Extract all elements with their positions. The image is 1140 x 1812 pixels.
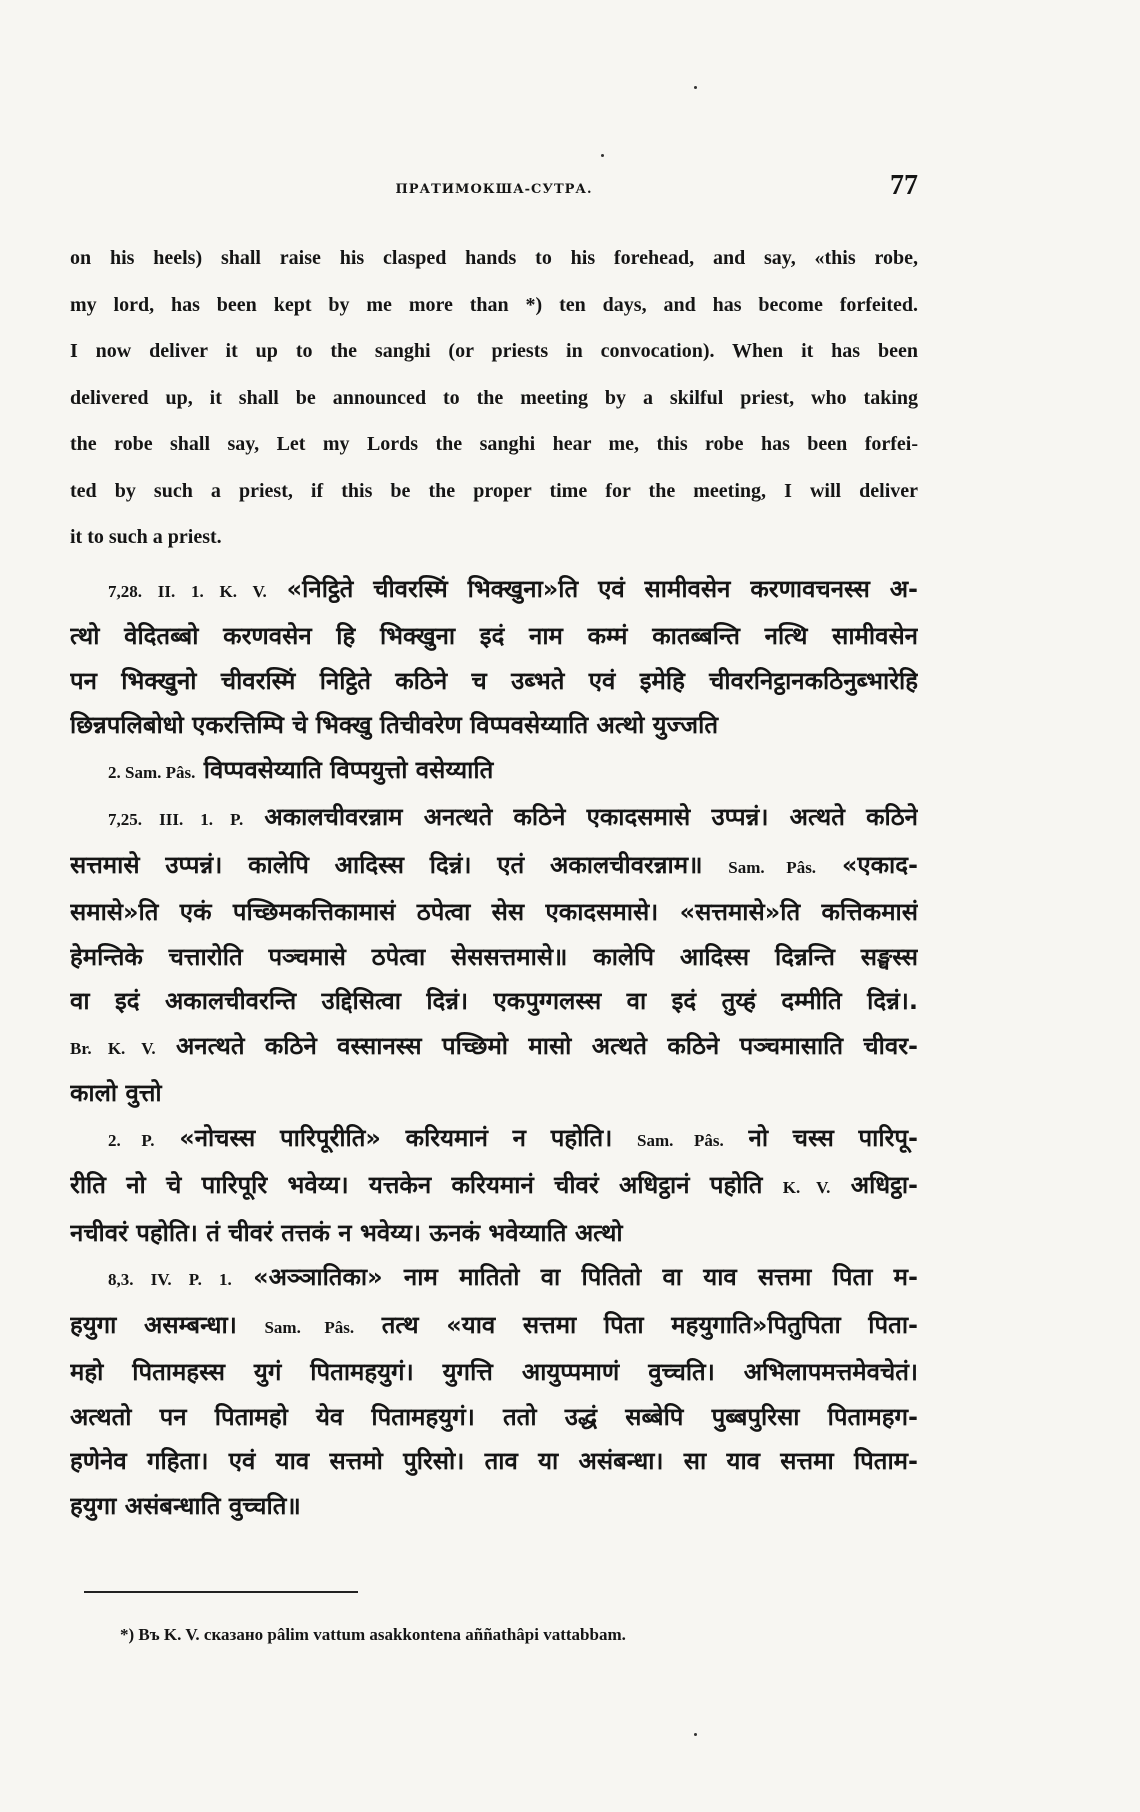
pali-text: «एकाद- — [841, 850, 918, 879]
pali-line: हयुगा असंबन्धाति वुच्चति॥ — [70, 1491, 301, 1520]
pali-line: महो पितामहस्स युगं पितामहयुगं। युगत्ति आयुप्पमाणं वुच्चति। अभिलापमत्तमेवचेतं। — [70, 1358, 918, 1386]
reference-label: 7,25. III. 1. P. — [108, 810, 244, 829]
reference-label: K. V. — [782, 1178, 831, 1197]
pali-text: तत्थ «याव सत्तमा पिता महयुगाति»पितुपिता पिता- — [381, 1310, 918, 1339]
text-line: I now deliver it up to the sanghi (or priests in convocation). When it has been — [70, 340, 918, 362]
text-line: it to such a priest. — [70, 526, 222, 548]
pali-line: समासे»ति एकं पच्छिमकत्तिकामासं ठपेत्वा सेस एकादसमासे। «सत्तमासे»ति कत्तिकमासं — [70, 898, 918, 926]
pali-line: कालो वुत्तो — [70, 1079, 162, 1107]
text-line: the robe shall say, Let my Lords the sanghi hear me, this robe has been forfei- — [70, 433, 918, 455]
reference-label: 8,3. IV. P. 1. — [108, 1270, 232, 1289]
pali-line: त्थो वेदितब्बो करणवसेन हि भिक्खुना इदं नाम कम्मं कातब्बन्ति नत्थि सामीवसेन — [70, 622, 918, 650]
pali-text: सत्तमासे उप्पन्नं। कालेपि आदिस्स दिन्नं। एतं अकालचीवरन्नाम॥ — [70, 850, 703, 879]
text-line: ted by such a priest, if this be the proper time for the meeting, I will deliver — [70, 479, 918, 502]
running-head: ПРАТИМОКША-СУТРА. — [395, 182, 593, 197]
pali-line: अत्थतो पन पितामहो येव पितामहयुगं। ततो उद्धं सब्बेपि पुब्बपुरिसा पितामहग- — [70, 1402, 918, 1431]
page-number: 77 — [890, 170, 918, 201]
footnote-marker: *) — [120, 1625, 135, 1644]
text-line: delivered up, it shall be announced to the meeting by a skilful priest, who taking — [70, 386, 918, 409]
pali-text: हयुगा असम्बन्धा। — [70, 1310, 237, 1339]
pali-line: वा इदं अकालचीवरन्ति उद्दिसित्वा दिन्नं। एकपुग्गलस्स वा इदं तुय्हं दम्मीति दिन्नं।. — [70, 987, 918, 1015]
pali-block-3 — [70, 795, 918, 1116]
pali-text: «अञ्ञातिका» नाम मातितो वा पितितो वा याव सत्तमा पिता म- — [253, 1263, 918, 1291]
pali-text: «नोचस्स पारिपूरीति» करियमानं न पहोति। — [179, 1123, 613, 1152]
pali-text: अनत्थते कठिने वस्सानस्स पच्छिमो मासो अत्थते कठिने पञ्चमासाति चीवर- — [175, 1031, 918, 1060]
reference-label: 2. Sam. Pâs. — [108, 762, 196, 782]
reference-label: 7,28. II. 1. K. V. — [108, 581, 267, 601]
pali-block-1 — [70, 567, 918, 748]
speck — [601, 154, 604, 157]
reference-label: Sam. Pâs. — [264, 1317, 355, 1337]
english-paragraph — [70, 235, 918, 561]
pali-text: अकालचीवरन्नाम अनत्थते कठिने एकादसमासे उप्पन्नं। अत्थते कठिने — [264, 803, 918, 831]
pali-block-5 — [70, 1255, 918, 1528]
pali-block-4 — [70, 1116, 918, 1256]
page-body — [70, 235, 918, 1528]
pali-text: «निट्ठिते चीवरस्मिं भिक्खुना»ति एवं सामीवसेन करणावचनस्स अ- — [286, 574, 918, 603]
reference-label: Sam. Pâs. — [637, 1130, 724, 1150]
reference-label: Br. K. V. — [70, 1038, 156, 1058]
pali-line: छिन्नपलिबोधो एकरत्तिम्पि चे भिक्खु तिचीवरेण विप्पवसेय्याति अत्थो युज्जति — [70, 711, 718, 739]
pali-line: पन भिक्खुनो चीवरस्मिं निट्ठिते कठिने च उब्भते एवं इमेहि चीवरनिट्ठानकठिनुब्भारेहि — [70, 666, 918, 695]
speck — [694, 1733, 697, 1736]
pali-line: हणेनेव गहिता। एवं याव सत्तमो पुरिसो। ताव या असंबन्धा। सा याव सत्तमा पिताम- — [70, 1447, 918, 1475]
pali-block-2 — [70, 748, 918, 796]
page-header — [70, 170, 918, 210]
text-line: on his heels) shall raise his clasped hands to his forehead, and say, «this robe, — [70, 247, 918, 269]
pali-text: अधिट्ठा- — [850, 1171, 918, 1199]
pali-text: रीति नो चे पारिपूरि भवेय्य। यत्तकेन करियमानं चीवरं अधिट्ठानं पहोति — [70, 1171, 763, 1199]
pali-text: विप्पवसेय्याति विप्पयुत्तो वसेय्याति — [203, 755, 494, 784]
pali-line: हेमन्तिके चत्तारोति पञ्चमासे ठपेत्वा सेससत्तमासे॥ कालेपि आदिस्स दिन्नन्ति सङ्घस्स — [70, 942, 918, 971]
reference-label: 2. P. — [108, 1130, 155, 1150]
pali-text: नो चस्स पारिपू- — [748, 1123, 918, 1152]
footnote-rule — [84, 1591, 358, 1593]
text-line: my lord, has been kept by me more than *) ten days, and has become forfeited. — [70, 293, 918, 316]
pali-line: नचीवरं पहोति। तं चीवरं तत्तकं न भवेय्य। ऊनकं भवेय्याति अत्थो — [70, 1218, 623, 1247]
speck — [694, 86, 697, 89]
footnote — [120, 1625, 900, 1645]
footnote-text: Въ K. V. сказано pâlim vattum asakkontena aññathâpi vattabbam. — [138, 1625, 626, 1644]
reference-label: Sam. Pâs. — [728, 857, 817, 877]
